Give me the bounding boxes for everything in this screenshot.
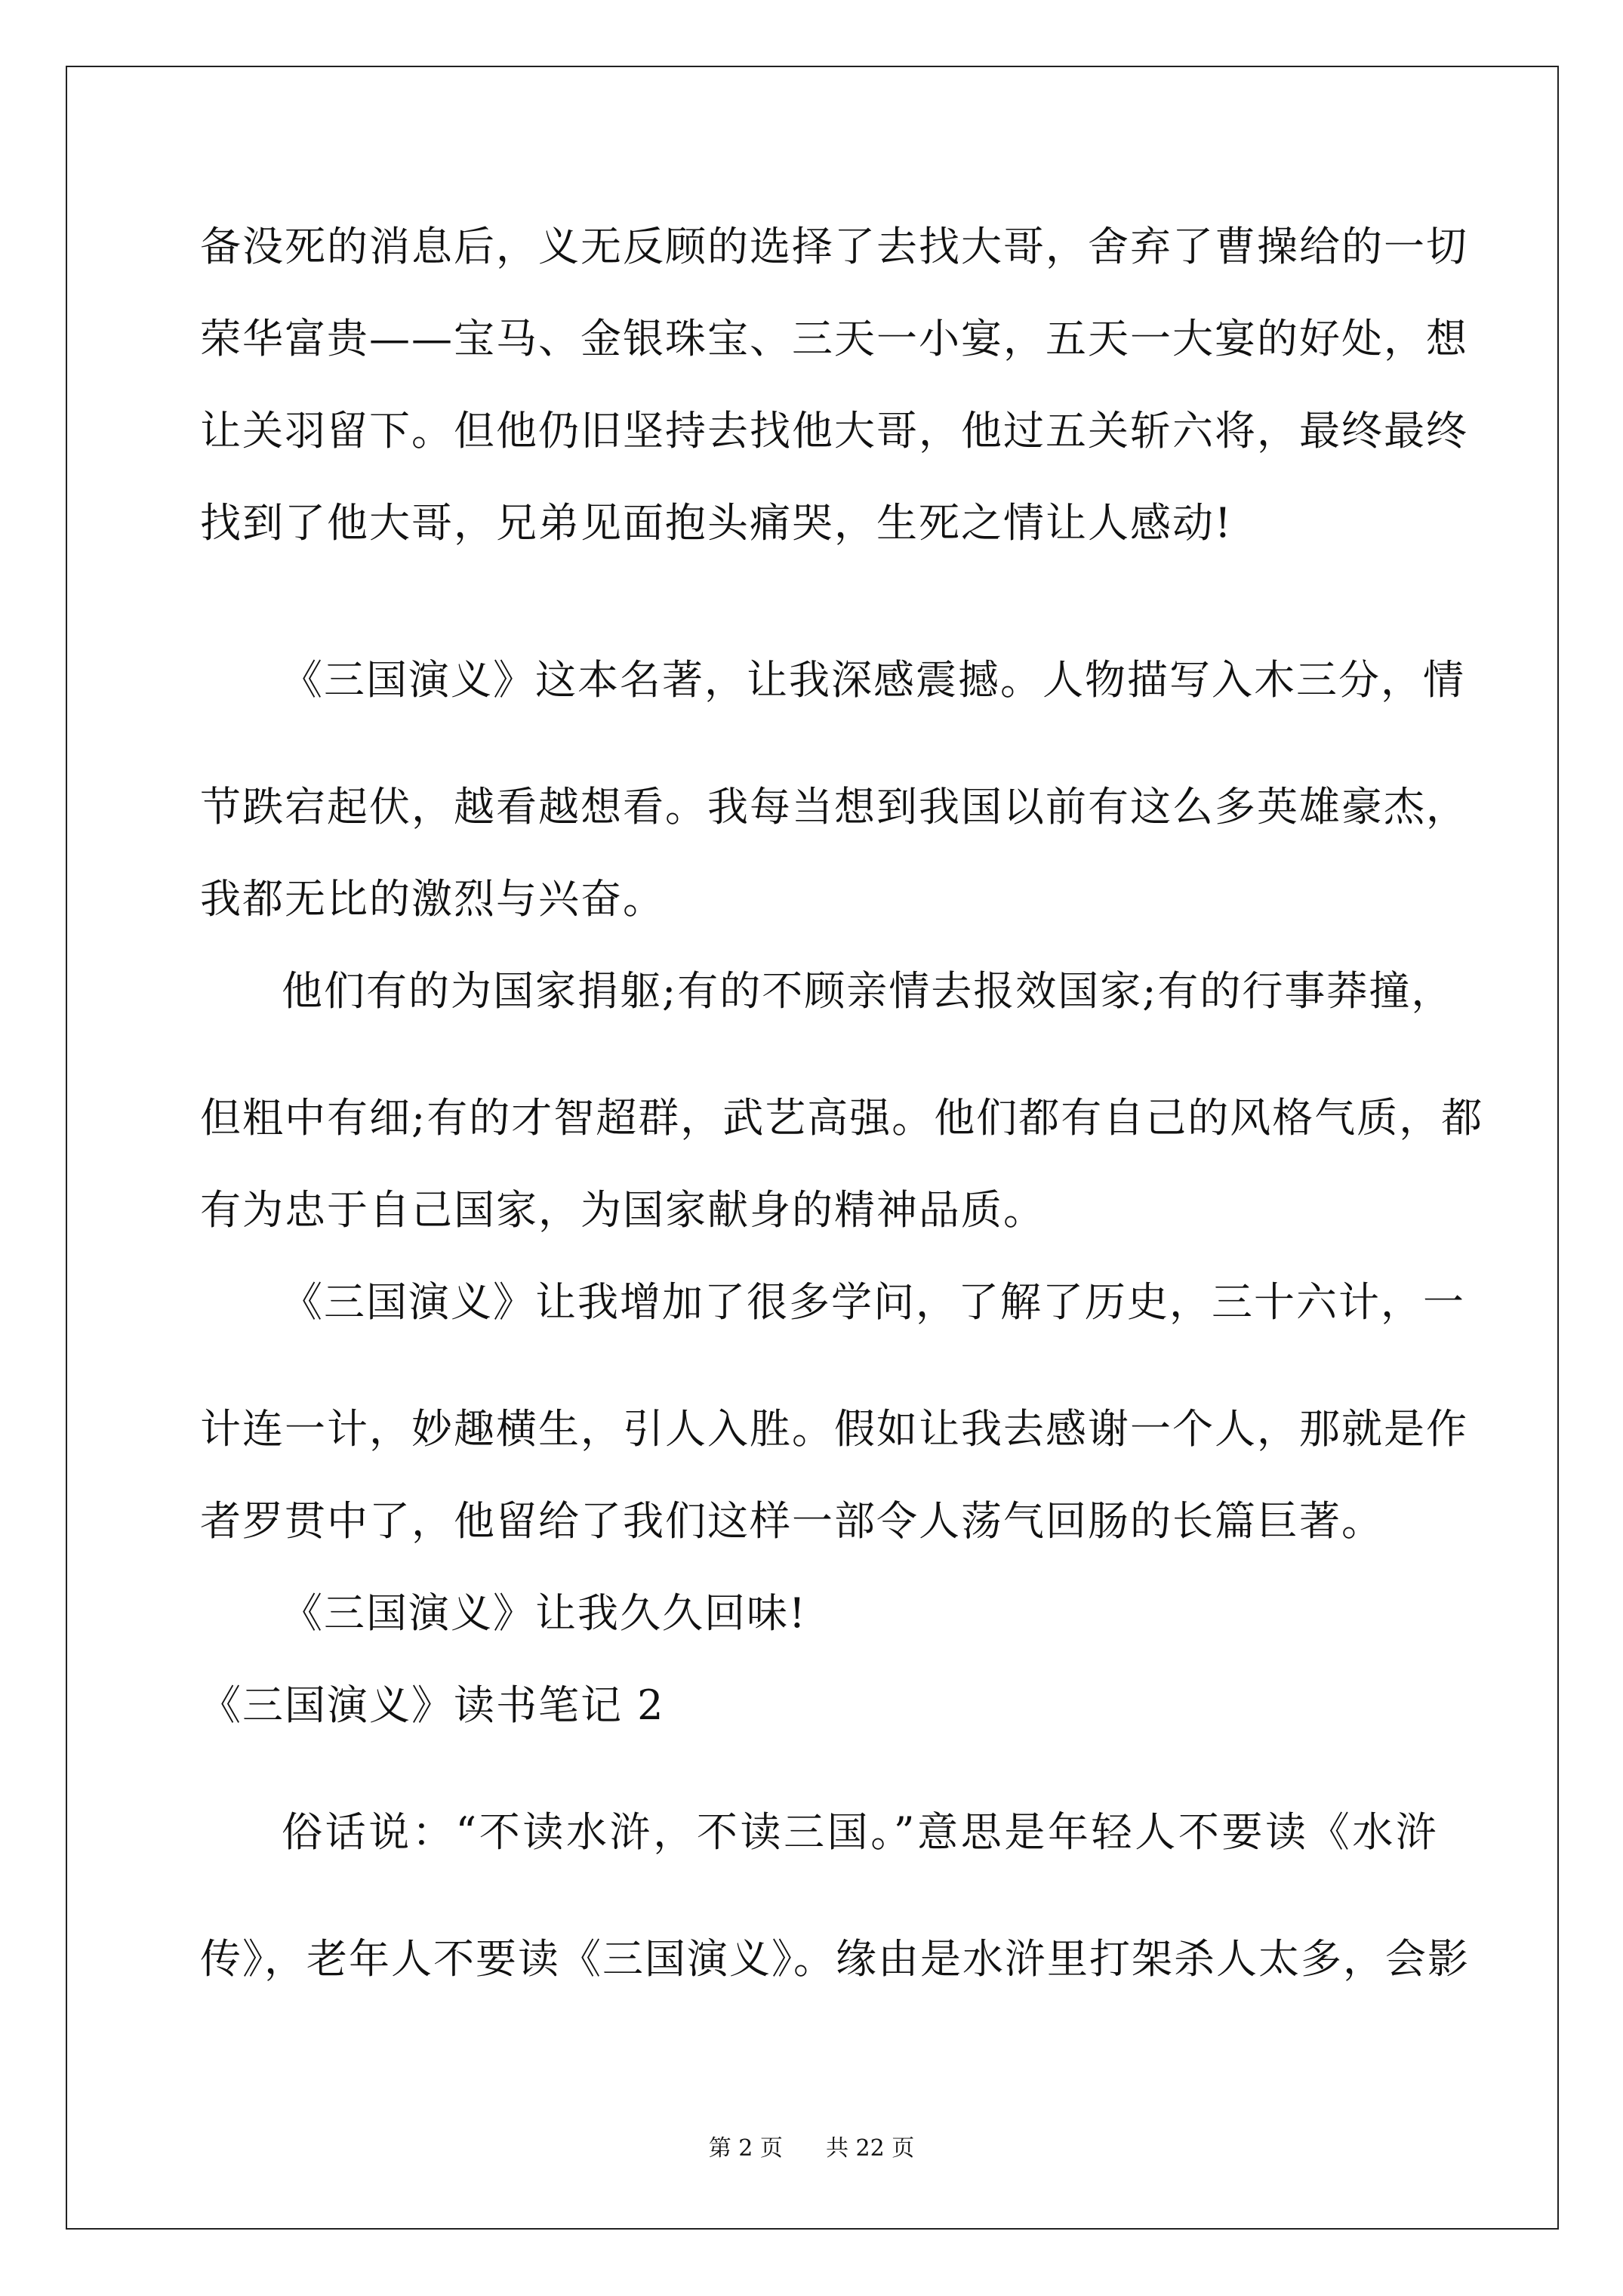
paragraph-line: 计连一计，妙趣横生，引人入胜。假如让我去感谢一个人，那就是作 [200,1405,1468,1453]
paragraph-line: 他们有的为国家捐躯;有的不顾亲情去报效国家;有的行事莽撞， [282,967,1454,1015]
paragraph-line: 《三国演义》这本名著，让我深感震撼。人物描写入木三分，情 [282,656,1465,704]
paragraph-line: 有为忠于自己国家，为国家献身的精神品质。 [200,1186,1046,1234]
page-frame [66,66,1559,2230]
paragraph-line: 节跌宕起伏，越看越想看。我每当想到我国以前有这么多英雄豪杰， [200,783,1468,831]
paragraph-line: 者罗贯中了，他留给了我们这样一部令人荡气回肠的长篇巨著。 [200,1497,1384,1545]
paragraph-line: 我都无比的激烈与兴奋。 [200,875,665,923]
paragraph-line: 但粗中有细;有的才智超群，武艺高强。他们都有自己的风格气质，都 [200,1094,1484,1142]
page-total: 共 22 页 [826,2135,915,2162]
paragraph-line: 俗话说：“不读水浒，不读三国。”意思是年轻人不要读《水浒 [282,1808,1438,1856]
paragraph-line: 让关羽留下。但他仍旧坚持去找他大哥，他过五关斩六将，最终最终 [200,407,1468,455]
paragraph-line: 找到了他大哥，兄弟见面抱头痛哭，生死之情让人感动! [200,499,1233,547]
paragraph-line: 《三国演义》让我久久回味! [282,1589,807,1637]
section-heading: 《三国演义》读书笔记 2 [200,1681,665,1729]
page-number: 第 2 页 [708,2135,783,2162]
paragraph-line: 备没死的消息后，义无反顾的选择了去找大哥，舍弃了曹操给的一切 [200,223,1468,270]
page-footer [0,2134,1623,2164]
paragraph-line: 传》，老年人不要读《三国演义》。缘由是水浒里打架杀人太多，会影 [200,1935,1470,1983]
paragraph-line: 《三国演义》让我增加了很多学问，了解了历史，三十六计，一 [282,1278,1465,1326]
paragraph-line: 荣华富贵——宝马、金银珠宝、三天一小宴，五天一大宴的好处，想 [200,315,1468,362]
